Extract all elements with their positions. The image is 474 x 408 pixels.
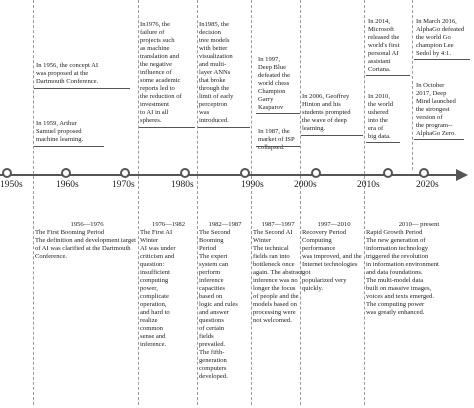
period-second-boom <box>199 213 251 381</box>
period-second-boom-range: 1982—1987 <box>208 221 242 228</box>
event-isp1987: In 1987, the market of ISP collapsed. <box>258 128 295 151</box>
decade-label-2000s: 2000s <box>294 180 317 190</box>
event-alphago2016: In March 2016, AlphaGo defeated the world Go champion Lee Sedol by 4:1. <box>416 18 465 57</box>
event-bigdata2010: In 2010, the world ushered into the era of big data. <box>368 93 394 140</box>
period-rapid-growth-text: Rapid Growth Period The new generation of information technology triggered the revolution in information environment and data foundations. The multi-model data built on massive images, voices and texts emerged. The computing power was greatly enhanced. <box>366 229 439 316</box>
timeline-dot-6 <box>311 168 321 178</box>
event-alphagozero2017: In October 2017, Deep Mind launched the strongest version of the program-- AlphaGo Zero. <box>416 82 456 137</box>
period-recovery-range: 1997—2010 <box>317 221 351 228</box>
event-deepblue1997-underline <box>256 113 300 114</box>
event-failure1976-underline <box>139 127 195 128</box>
decade-label-2020s: 2020s <box>416 180 439 190</box>
decade-label-1980s: 1980s <box>171 180 194 190</box>
timeline-dot-3 <box>120 168 130 178</box>
event-failure1976: In1976, the failure of projects such as machine translation and the negative influence of some academic reports led to the reduction of investment to AI in all spheres. <box>140 21 182 124</box>
timeline-dot-4 <box>180 168 190 178</box>
period-second-winter-text: The Second AI Winter The technical fields ran into bottleneck once again. The abstract inference was no longer the focus of people and the models based on processing were not welcomed. <box>253 229 303 324</box>
event-cortana2014: In 2014, Microsoft released the world's first personal AI assistant Cortana. <box>368 18 400 73</box>
event-decisiontree1985-underline <box>198 127 250 128</box>
event-hinton2006-underline <box>301 135 363 136</box>
period-second-winter-range: 1987—1997 <box>261 221 295 228</box>
event-alphagozero2017-underline <box>414 139 464 140</box>
event-dartmouth: In 1956, the concept AI was proposed at the Dartmouth Conference. <box>36 62 99 85</box>
timeline-dot-2 <box>61 168 71 178</box>
event-hinton2006: In 2006, Geoffrey Hinton and his students prompted the wave of deep learning. <box>302 93 351 132</box>
period-rapid-growth-range: 2010— present <box>398 221 440 228</box>
guide-line-1960s <box>33 0 34 405</box>
timeline-dot-8 <box>419 168 429 178</box>
period-first-winter <box>140 213 197 349</box>
timeline-dot-1 <box>2 168 12 178</box>
period-first-winter-text: The First AI Winter AI was under criticism and question: insufficient computing power, complicate operation, and hard to realize common sense and inference. <box>140 229 176 348</box>
event-samuel-underline <box>34 146 104 147</box>
guide-line-1976 <box>138 0 139 405</box>
decade-label-1970s: 1970s <box>112 180 135 190</box>
event-dartmouth-underline <box>34 88 130 89</box>
event-cortana2014-underline <box>366 75 410 76</box>
event-alphago2016-underline <box>414 59 470 60</box>
guide-line-1987 <box>251 0 252 405</box>
period-second-winter <box>253 213 303 325</box>
guide-line-2010 <box>364 0 365 405</box>
period-first-winter-range: 1976—1982 <box>152 221 185 228</box>
timeline-dot-5 <box>240 168 250 178</box>
decade-label-2010s: 2010s <box>357 180 380 190</box>
decade-label-1950s: 1950s <box>0 180 23 190</box>
decade-label-1990s: 1990s <box>241 180 264 190</box>
timeline-arrow-icon <box>456 169 468 181</box>
period-first-boom-text: The First Booming Period The definition and development target of AI was clarified at the Dartmouth Conference. <box>35 229 136 260</box>
period-rapid-growth <box>366 213 472 317</box>
period-recovery <box>302 213 366 293</box>
event-bigdata2010-underline <box>366 142 400 143</box>
decade-label-1960s: 1960s <box>56 180 79 190</box>
event-isp1987-underline <box>256 146 300 147</box>
period-first-boom <box>35 213 139 261</box>
timeline-dot-7 <box>383 168 393 178</box>
event-samuel: In 1959, Arthur Samuel proposed machine learning. <box>36 120 84 143</box>
event-decisiontree1985: In1985, the decision tree models with better visualization and multi- layer ANNs that broke through the limit of early perceptron was introduced. <box>199 21 234 124</box>
guide-line-1982 <box>197 0 198 405</box>
period-recovery-text: Recovery Period Computing performance was improved, and the Internet technologies got popularized very quickly. <box>302 229 362 292</box>
event-deepblue1997: In 1997, Deep Blue defeated the world chess Champion Garry Kasparov <box>258 56 291 111</box>
period-second-boom-text: The Second Booming Period The expert system can perform inference capacities based on logic and rules and answer questions of certain fields prevailed. The fifth- generation computers developed. <box>199 229 238 380</box>
period-first-boom-range: 1956—1976 <box>70 221 104 228</box>
